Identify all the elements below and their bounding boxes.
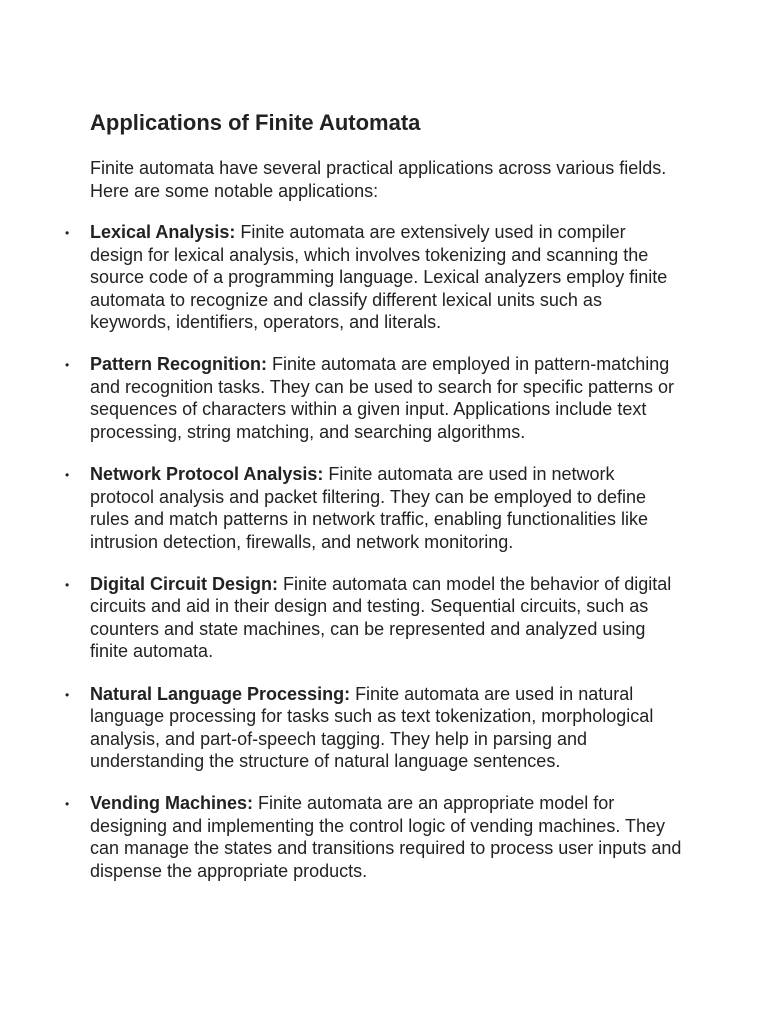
- item-text: Finite automata are used in natural language processing for tasks such as text tokenization, morphological analysis, and part-of-speech tagging. They help in parsing and understanding the structure of natural language sentences.: [90, 683, 654, 772]
- item-text: Finite automata can model the behavior of digital circuits and aid in their design and testing. Sequential circuits, such as counters and state machines, can be represented and analyzed using finite automata.: [90, 573, 672, 662]
- item-text: Finite automata are extensively used in compiler design for lexical analysis, which involves tokenizing and scanning the source code of a programming language. Lexical analyzers employ finite automata to recognize and classify different lexical units such as keywords, identifiers, operators, and literals.: [90, 222, 668, 332]
- item-term: Natural Language Processing:: [90, 683, 351, 704]
- list-item-lexical-analysis: [0, 221, 682, 334]
- bullet-icon: •: [65, 226, 70, 240]
- bullet-icon: •: [65, 358, 70, 373]
- bullet-icon: •: [65, 687, 70, 702]
- list-item-vending-machines: [0, 792, 682, 882]
- item-term: Vending Machines:: [90, 793, 254, 814]
- item-term: Lexical Analysis:: [90, 222, 236, 242]
- bullet-icon: •: [65, 468, 70, 483]
- item-text: Finite automata are used in network protocol analysis and packet filtering. They can be employed to define rules and match patterns in network traffic, enabling functionalities like intrusion detection, firewalls, and network monitoring.: [90, 464, 648, 552]
- list-item-digital-circuit-design: [0, 573, 682, 663]
- item-text: Finite automata are employed in pattern-matching and recognition tasks. They can be used to search for specific patterns or sequences of characters within a given input. Applications include text processing, string matching, and searching algorithms.: [90, 354, 674, 442]
- intro-paragraph: Finite automata have several practical applications across various fields. Here are some notable applications:: [90, 158, 667, 201]
- item-text: Finite automata are an appropriate model for designing and implementing the control logic of vending machines. They can manage the states and transitions required to process user inputs and dispense the appropriate products.: [90, 793, 682, 881]
- list-item-natural-language-processing: [0, 683, 682, 773]
- item-term: Pattern Recognition:: [90, 354, 268, 375]
- list-item-pattern-recognition: [0, 353, 682, 443]
- bullet-icon: •: [65, 577, 70, 592]
- applications-list: [0, 221, 768, 902]
- page-title: Applications of Finite Automata: [90, 110, 421, 135]
- item-term: Network Protocol Analysis:: [90, 464, 324, 485]
- list-item-network-protocol-analysis: [0, 463, 682, 553]
- bullet-icon: •: [65, 797, 70, 812]
- item-term: Digital Circuit Design:: [90, 573, 279, 594]
